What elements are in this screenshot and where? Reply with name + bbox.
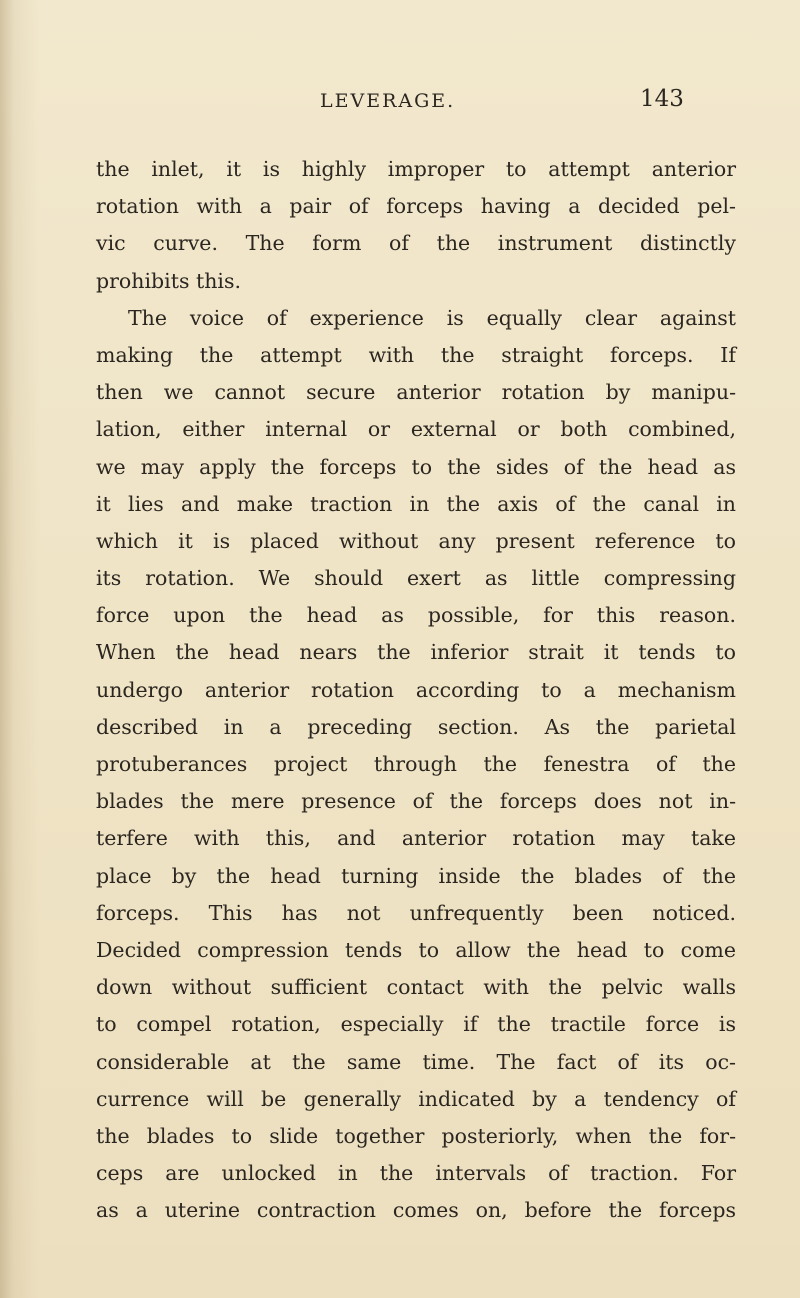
text-line: The voice of experience is equally clear against	[128, 305, 736, 330]
text-line: as a uterine contraction comes on, before the forceps	[96, 1198, 736, 1223]
text-line: place by the head turning inside the blades of the	[96, 863, 736, 888]
text-line: then we cannot secure anterior rotation by manipu-	[96, 380, 736, 405]
text-line: protuberances project through the fenestra of the	[96, 752, 736, 776]
text-line: force upon the head as possible, for this reason.	[96, 603, 736, 628]
text-line: to compel rotation, especially if the tractile force is	[96, 1012, 736, 1037]
text-line: blades the mere presence of the forceps does not in-	[96, 789, 736, 814]
text-line: forceps. This has not unfrequently been noticed.	[96, 900, 736, 925]
text-line: making the attempt with the straight forceps. If	[96, 342, 736, 367]
text-line: it lies and make traction in the axis of the canal in	[96, 491, 736, 516]
text-line: prohibits this.	[96, 268, 242, 293]
text-line: the blades to slide together posteriorly, when the for-	[96, 1123, 736, 1148]
text-line: its rotation. We should exert as little compressing	[96, 566, 736, 591]
page-number: 143	[640, 86, 684, 112]
text-line: undergo anterior rotation according to a mechanism	[96, 677, 736, 702]
text-line: described in a preceding section. As the parietal	[96, 714, 736, 739]
text-line: rotation with a pair of forceps having a decided pel-	[96, 194, 736, 219]
text-line: ceps are unlocked in the intervals of traction. For	[96, 1161, 736, 1186]
text-line: we may apply the forceps to the sides of the head as	[96, 454, 736, 479]
page-header	[0, 86, 800, 122]
text-line: vic curve. The form of the instrument distinctly	[96, 231, 736, 256]
text-line: currence will be generally indicated by a tendency of	[96, 1086, 736, 1111]
text-line: considerable at the same time. The fact of its oc-	[96, 1049, 736, 1074]
text-line: the inlet, it is highly improper to attempt anterior	[96, 157, 736, 181]
text-line: which it is placed without any present reference to	[96, 528, 736, 553]
text-line: lation, either internal or external or both combined,	[96, 417, 736, 442]
text-line: terfere with this, and anterior rotation may take	[96, 826, 736, 851]
text-line: Decided compression tends to allow the head to come	[96, 937, 736, 962]
text-line: down without sufficient contact with the pelvic walls	[96, 975, 736, 1000]
text-line: When the head nears the inferior strait it tends to	[96, 640, 736, 665]
body-text	[96, 151, 736, 1229]
running-head: LEVERAGE.	[320, 90, 456, 112]
